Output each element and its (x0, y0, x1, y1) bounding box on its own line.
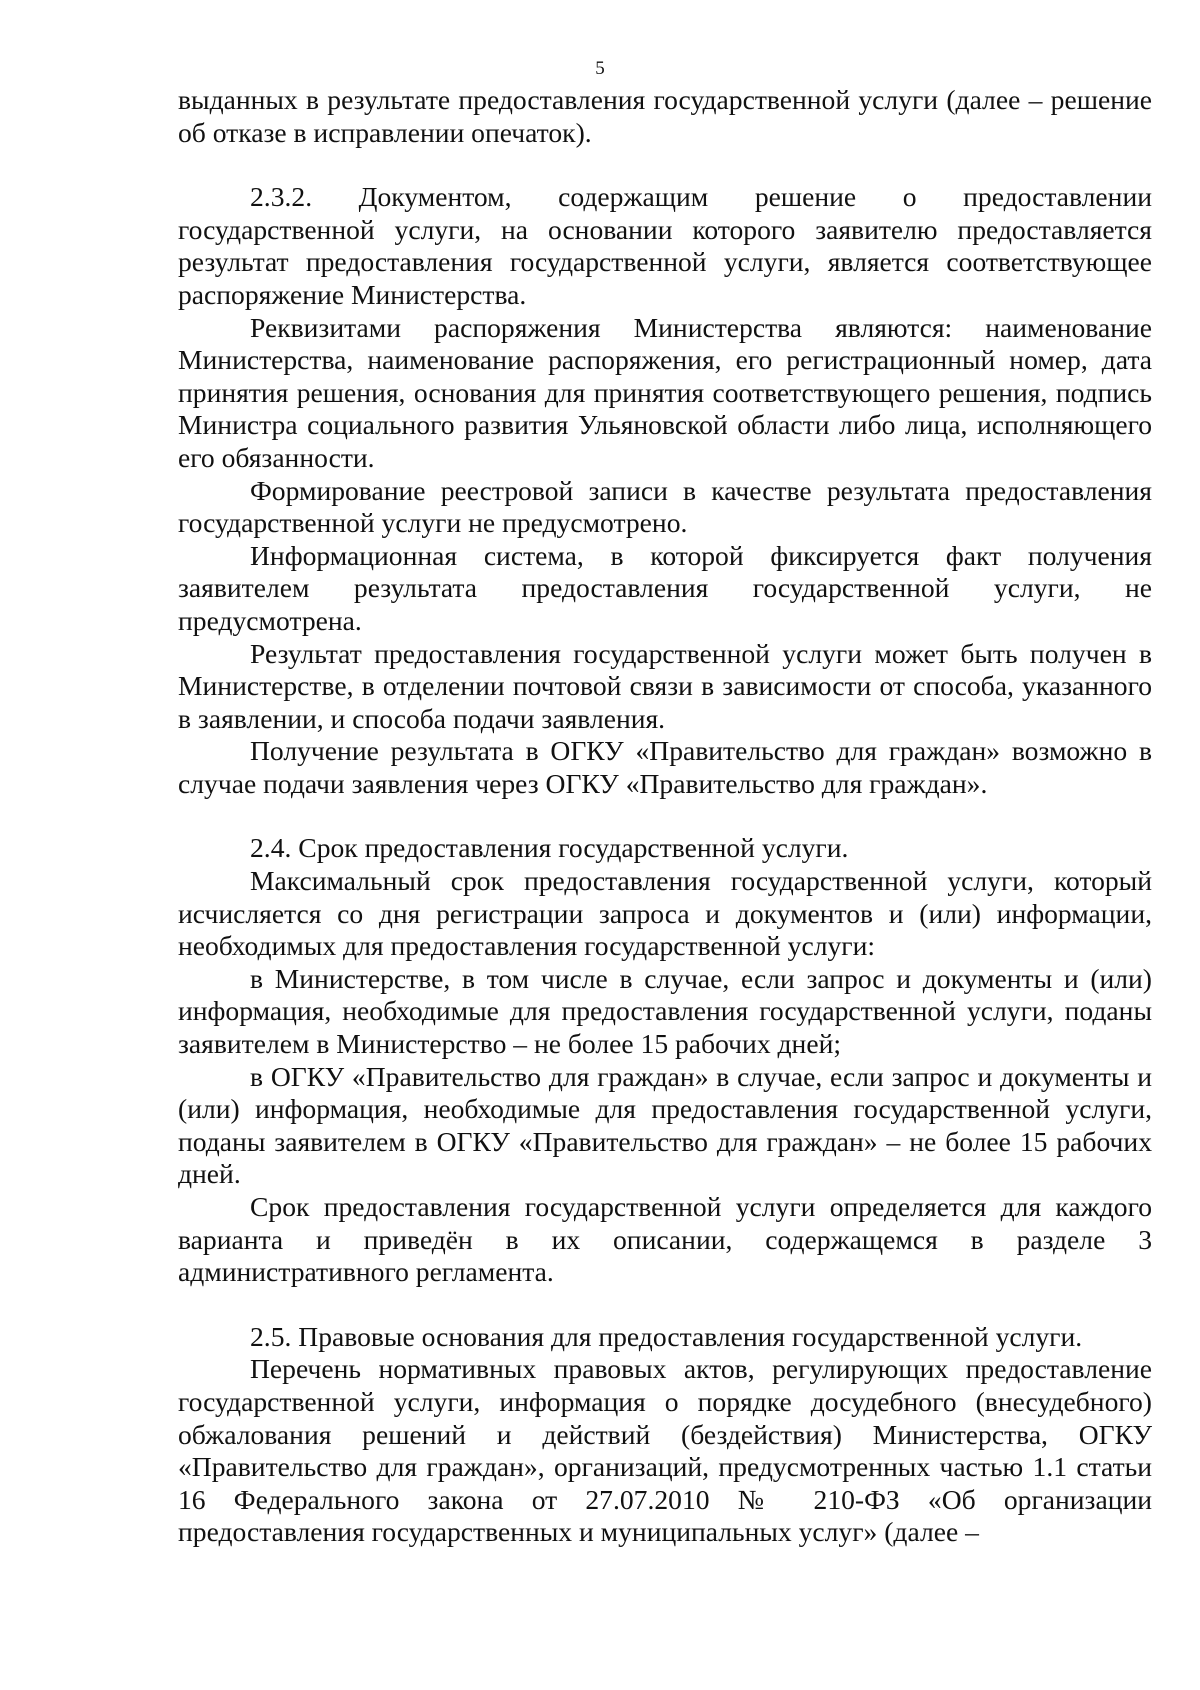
paragraph-registry-record: Формирование реестровой записи в качестве результата предоставления государственной услуги не предусмотрено. (178, 474, 1152, 539)
paragraph-information-system: Информационная система, в которой фиксируется факт получения заявителем результата предоставления государственной услуги, не предусмотрена. (178, 539, 1152, 636)
paragraph-gap (178, 1289, 1152, 1321)
section-heading-2-4: 2.4. Срок предоставления государственной услуги. (250, 832, 849, 864)
paragraph-gap (178, 149, 1152, 181)
paragraph-continuation: выданных в результате предоставления государственной услуги (далее – решение об отказе в исправлении опечаток). (178, 84, 1152, 148)
paragraph-2-3-2: 2.3.2. Документом, содержащим решение о предоставлении государственной услуги, на основании которого заявителю предоставляется результат предоставления государственной услуги, является соответствующее распоряжение Министерства. (178, 181, 1152, 310)
paragraph-ministry-term: в Министерстве, в том числе в случае, если запрос и документы и (или) информация, необходимые для предоставления государственной услуги, поданы заявителем в Министерство – не более 15 рабочих дней; (178, 962, 1152, 1060)
paragraph-max-term: Максимальный срок предоставления государственной услуги, который исчисляется со дня регистрации запроса и документов и (или) информации, необходимых для предоставления государственной услуги: (178, 865, 1152, 962)
document-body (178, 84, 1152, 1549)
paragraph-requisites: Реквизитами распоряжения Министерства являются: наименование Министерства, наименование распоряжения, его регистрационный номер, дата принятия решения, основания для принятия соответствующего решения, подпись Министра социального развития Ульяновской области либо лица, исполняющего его обязанности. (178, 311, 1152, 473)
paragraph-result-delivery: Результат предоставления государственной услуги может быть получен в Министерстве, в отделении почтовой связи в зависимости от способа, указанного в заявлении, и способа подачи заявления. (178, 637, 1152, 734)
paragraph-variant-term: Срок предоставления государственной услуги определяется для каждого варианта и приведён в их описании, содержащемся в разделе 3 административного регламента. (178, 1191, 1152, 1288)
paragraph-gap (178, 800, 1152, 832)
paragraph-ogku-result: Получение результата в ОГКУ «Правительство для граждан» возможно в случае подачи заявления через ОГКУ «Правительство для граждан». (178, 735, 1152, 799)
page-number: 5 (595, 58, 605, 79)
section-heading-2-5: 2.5. Правовые основания для предоставления государственной услуги. (250, 1320, 1083, 1352)
paragraph-ogku-term: в ОГКУ «Правительство для граждан» в случае, если запрос и документы и (или) информация, необходимые для предоставления государственной услуги, поданы заявителем в ОГКУ «Правительство для граждан» – не более 15 рабочих дней. (178, 1060, 1152, 1190)
paragraph-legal-acts: Перечень нормативных правовых актов, регулирующих предоставление государственной услуги, информация о порядке досудебного (внесудебного) обжалования решений и действий (бездействия) Министерства, ОГКУ «Правительство для граждан», организаций, предусмотренных частью 1.1 статьи 16 Федерального закона от 27.07.2010 № 210-ФЗ «Об организации предоставления государственных и муниципальных услуг» (далее – (178, 1353, 1152, 1548)
